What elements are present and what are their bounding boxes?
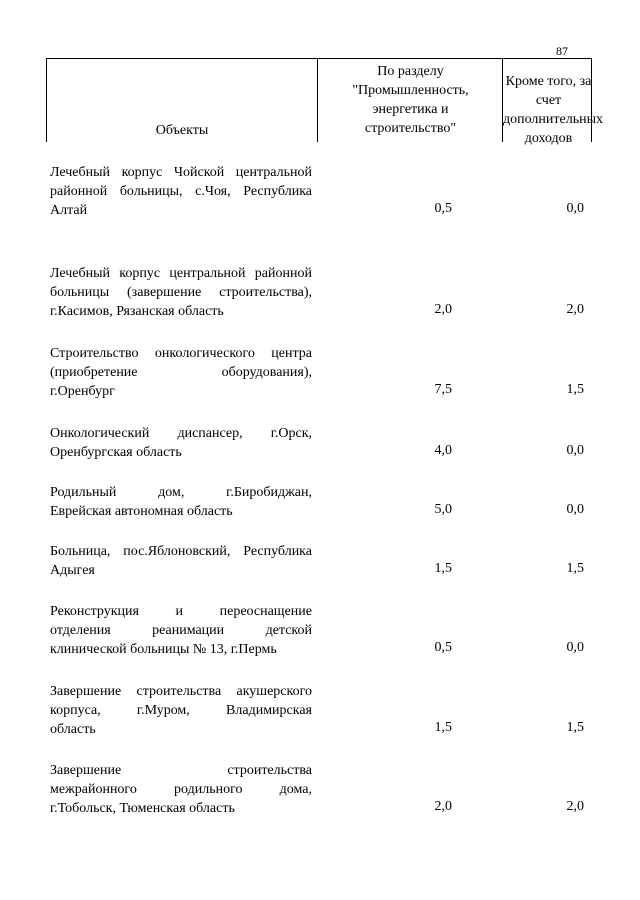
header-additional-line: Кроме того, за счет [505, 74, 592, 108]
header-additional-line: дополнительных [503, 112, 604, 127]
object-name-line: Завершение строительства [50, 763, 312, 778]
object-name-line: Лечебный корпус центральной районной [50, 266, 312, 281]
page-number: 87 [556, 44, 568, 58]
additional-value: 0,0 [566, 640, 584, 655]
object-name-line: г.Оренбург [50, 384, 115, 399]
header-section-label [318, 59, 503, 138]
object-name-line: клинической больницы № 13, г.Пермь [50, 642, 277, 657]
additional-value: 0,0 [566, 201, 584, 216]
object-name [50, 542, 312, 580]
object-name [50, 602, 312, 659]
section-value: 0,5 [434, 201, 452, 216]
object-name-line: отделения реанимации детской [50, 623, 312, 638]
section-value: 4,0 [434, 443, 452, 458]
section-value: 0,5 [434, 640, 452, 655]
table-header [46, 58, 604, 146]
section-value: 1,5 [434, 561, 452, 576]
header-additional-cell [502, 59, 604, 146]
header-additional-line: доходов [524, 131, 573, 146]
object-name [50, 264, 312, 321]
object-name-line: Завершение строительства акушерского [50, 684, 312, 699]
object-name-line: Еврейская автономная область [50, 504, 233, 519]
section-value: 2,0 [434, 799, 452, 814]
object-name [50, 344, 312, 401]
header-objects-cell [47, 59, 317, 142]
header-section-line: энергетика и [372, 102, 449, 117]
object-name-line: Адыгея [50, 563, 95, 578]
object-name [50, 424, 312, 462]
object-name-line: Строительство онкологического центра [50, 346, 312, 361]
additional-value: 0,0 [566, 502, 584, 517]
additional-value: 0,0 [566, 443, 584, 458]
object-name-line: Онкологический диспансер, г.Орск, [50, 426, 312, 441]
header-section-cell [317, 59, 503, 142]
object-name-line: Реконструкция и переоснащение [50, 604, 312, 619]
object-name-line: Алтай [50, 203, 88, 218]
additional-value: 1,5 [566, 720, 584, 735]
object-name-line: Лечебный корпус Чойской центральной [50, 165, 312, 180]
object-name-line: Родильный дом, г.Биробиджан, [50, 485, 312, 500]
header-section-line: "Промышленность, [352, 83, 469, 98]
object-name-line: межрайонного родильного дома, [50, 782, 312, 797]
object-name-line: Больница, пос.Яблоновский, Республика [50, 544, 312, 559]
header-section-line: По разделу [377, 64, 444, 79]
additional-value: 2,0 [566, 799, 584, 814]
section-value: 1,5 [434, 720, 452, 735]
object-name-line: корпуса, г.Муром, Владимирская [50, 703, 312, 718]
object-name [50, 682, 312, 739]
object-name-line: больницы (завершение строительства), [50, 285, 312, 300]
object-name [50, 483, 312, 521]
section-value: 2,0 [434, 302, 452, 317]
object-name [50, 761, 312, 818]
object-name [50, 163, 312, 220]
header-objects-label: Объекты [155, 123, 209, 138]
object-name-line: область [50, 722, 96, 737]
additional-value: 1,5 [566, 561, 584, 576]
object-name-line: (приобретение оборудования), [50, 365, 312, 380]
object-name-line: г.Тобольск, Тюменская область [50, 801, 235, 816]
header-additional-label [503, 59, 604, 148]
object-name-line: Оренбургская область [50, 445, 182, 460]
header-section-line: строительство" [364, 121, 457, 136]
object-name-line: г.Касимов, Рязанская область [50, 304, 224, 319]
object-name-line: районной больницы, с.Чоя, Республика [50, 184, 312, 199]
section-value: 5,0 [434, 502, 452, 517]
additional-value: 1,5 [566, 382, 584, 397]
additional-value: 2,0 [566, 302, 584, 317]
section-value: 7,5 [434, 382, 452, 397]
